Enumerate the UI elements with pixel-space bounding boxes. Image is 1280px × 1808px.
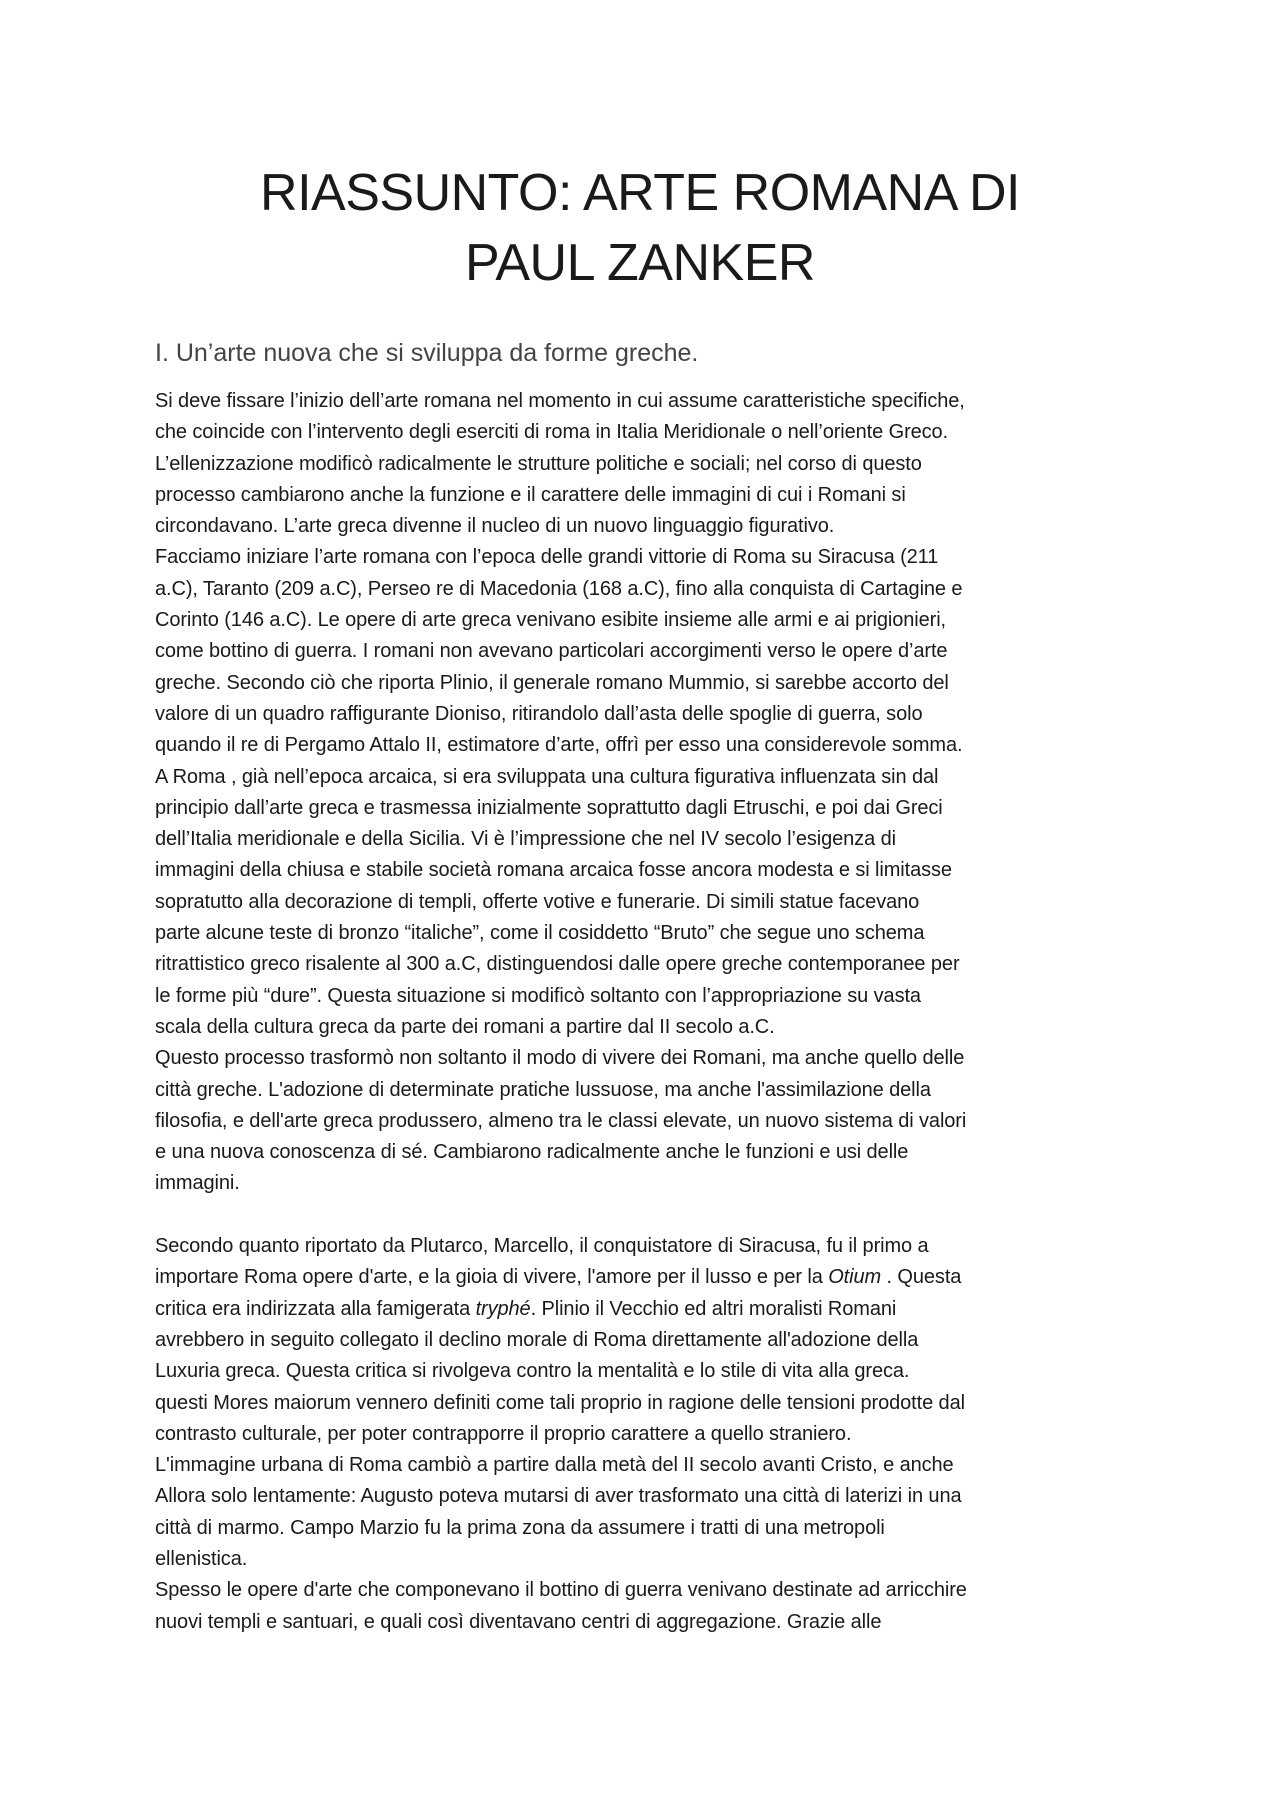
text-line: Questo processo trasformò non soltanto il modo di vivere dei Romani, ma anche quello delle [155,1047,965,1070]
text-line: le forme più “dure”. Questa situazione si modificò soltanto con l’appropriazione su vasta [155,984,921,1007]
text-line: scala della cultura greca da parte dei romani a partire dal II secolo a.C. [155,1015,775,1038]
text-line [155,1262,1135,1293]
text-line: Secondo quanto riportato da Plutarco, Marcello, il conquistatore di Siracusa, fu il primo a [155,1235,929,1258]
text-line: Spesso le opere d'arte che componevano il bottino di guerra venivano destinate ad arricchire [155,1579,967,1602]
text-line: A Roma , già nell’epoca arcaica, si era sviluppata una cultura figurativa influenzata sin dal [155,765,939,788]
text-line: Corinto (146 a.C). Le opere di arte greca venivano esibite insieme alle armi e ai prigionieri, [155,609,947,632]
text-line: Allora solo lentamente: Augusto poteva mutarsi di aver trasformato una città di laterizi in una [155,1485,962,1508]
text-line: greche. Secondo ciò che riporta Plinio, il generale romano Mummio, si sarebbe accorto del [155,671,949,694]
text-run: . Plinio il Vecchio ed altri moralisti Romani [530,1297,897,1320]
paragraph-1 [155,386,1135,1200]
text-line: ellenistica. [155,1547,248,1570]
text-line: e una nuova conoscenza di sé. Cambiarono radicalmente anche le funzioni e usi delle [155,1141,909,1164]
text-line: città greche. L'adozione di determinate pratiche lussuose, ma anche l'assimilazione della [155,1078,931,1101]
text-line: dell’Italia meridionale e della Sicilia. Vi è l’impressione che nel IV secolo l’esigenza di [155,828,896,851]
text-line: L’ellenizzazione modificò radicalmente le strutture politiche e sociali; nel corso di questo [155,452,922,475]
document-title [155,158,1125,298]
text-line: L'immagine urbana di Roma cambiò a partire dalla metà del II secolo avanti Cristo, e anche [155,1454,954,1477]
text-line: ritrattistico greco risalente al 300 a.C, distinguendosi dalle opere greche contemporanee per [155,953,960,976]
text-line: valore di un quadro raffigurante Dioniso, ritirandolo dall’asta delle spoglie di guerra, solo [155,702,923,725]
text-line: immagini. [155,1172,240,1195]
text-line: contrasto culturale, per poter contrapporre il proprio carattere a quello straniero. [155,1422,852,1445]
text-line: nuovi templi e santuari, e quali così diventavano centri di aggregazione. Grazie alle [155,1610,882,1633]
text-line: parte alcune teste di bronzo “italiche”, come il cosiddetto “Bruto” che segue uno schema [155,922,925,945]
text-line: immagini della chiusa e stabile società romana arcaica fosse ancora modesta e si limitasse [155,859,952,882]
title-line: RIASSUNTO: ARTE ROMANA DI [260,164,1020,222]
text-line: a.C), Taranto (209 a.C), Perseo re di Macedonia (168 a.C), fino alla conquista di Cartagine e [155,577,963,600]
paragraph-2-rest [155,1325,1135,1638]
text-line: sopratutto alla decorazione di templi, offerte votive e funerarie. Di simili statue facevano [155,890,920,913]
text-line [155,1294,1135,1325]
paragraph-gap [155,1200,1135,1231]
text-line: circondavano. L’arte greca divenne il nucleo di un nuovo linguaggio figurativo. [155,515,835,538]
text-run: critica era indirizzata alla famigerata [155,1297,476,1320]
text-line: questi Mores maiorum vennero definiti come tali proprio in ragione delle tensioni prodotte dal [155,1391,965,1414]
text-line: principio dall’arte greca e trasmessa inizialmente soprattutto dagli Etruschi, e poi dai Greci [155,796,943,819]
text-line: come bottino di guerra. I romani non avevano particolari accorgimenti verso le opere d’arte [155,640,948,663]
text-line: avrebbero in seguito collegato il declino morale di Roma direttamente all'adozione della [155,1328,919,1351]
text-run: importare Roma opere d'arte, e la gioia di vivere, l'amore per il lusso e per la [155,1266,829,1289]
text-line: Luxuria greca. Questa critica si rivolgeva contro la mentalità e lo stile di vita alla greca. [155,1360,910,1383]
italic-term: tryphé [475,1297,531,1320]
italic-term: Otium [828,1266,882,1289]
document-body [155,386,1135,1638]
text-line: processo cambiarono anche la funzione e il carattere delle immagini di cui i Romani si [155,483,906,506]
text-line: che coincide con l’intervento degli eserciti di roma in Italia Meridionale o nell’oriente Greco. [155,421,949,444]
text-line: quando il re di Pergamo Attalo II, estimatore d’arte, offrì per esso una considerevole somma. [155,734,963,757]
text-run: . Questa [881,1266,962,1289]
text-line: città di marmo. Campo Marzio fu la prima zona da assumere i tratti di una metropoli [155,1516,885,1539]
text-line: Facciamo iniziare l’arte romana con l’epoca delle grandi vittorie di Roma su Siracusa (211 [155,546,939,569]
text-line: Si deve fissare l’inizio dell’arte romana nel momento in cui assume caratteristiche specifiche, [155,390,965,412]
section-heading: I. Un’arte nuova che si sviluppa da forme greche. [155,339,699,367]
title-line: PAUL ZANKER [465,234,815,292]
text-line: filosofia, e dell'arte greca produssero, almeno tra le classi elevate, un nuovo sistema di valori [155,1109,967,1132]
paragraph-2 [155,1231,1135,1638]
